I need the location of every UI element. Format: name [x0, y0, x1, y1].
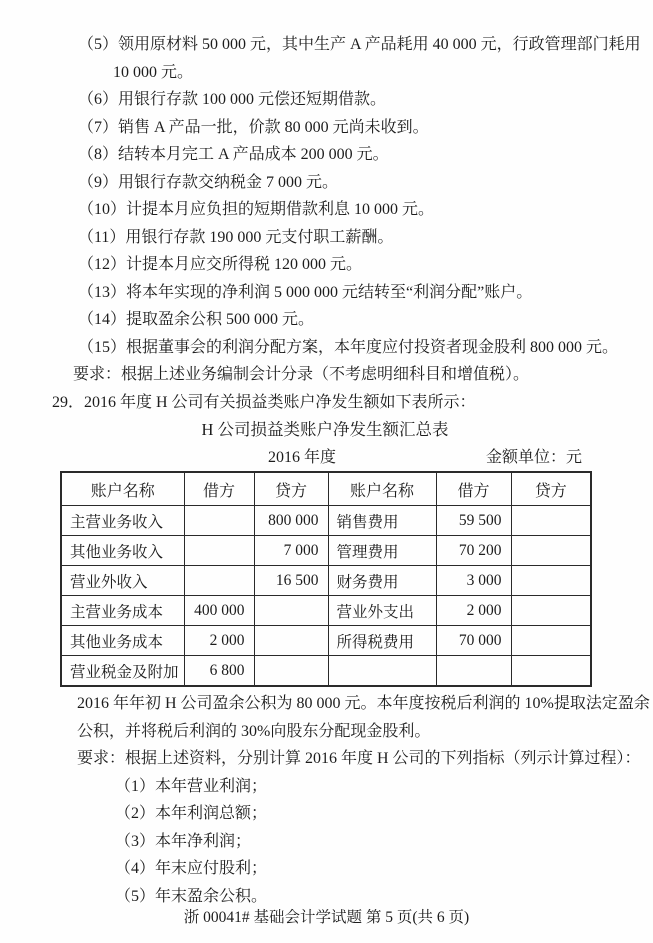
debit-cell: 2 000 [436, 596, 511, 626]
debit-cell: 3 000 [436, 566, 511, 596]
debit-cell [184, 536, 254, 566]
table-header-cell: 借方 [436, 472, 511, 506]
credit-cell [511, 596, 591, 626]
debit-cell: 6 800 [184, 656, 254, 687]
table-header-row [61, 472, 591, 506]
debit-cell: 400 000 [184, 596, 254, 626]
account-name-cell: 主营业务成本 [61, 596, 184, 626]
table-amount-unit: 金额单位：元 [485, 448, 582, 466]
account-name-cell: 管理费用 [328, 536, 436, 566]
note-line: （3）本年净利润； [115, 832, 252, 850]
note-line: （5）年末盈余公积。 [115, 887, 268, 905]
table-row [61, 506, 591, 536]
transaction-line: （6）用银行存款 100 000 元偿还短期借款。 [78, 91, 387, 108]
transaction-line: （13）将本年实现的净利润 5 000 000 元结转至“利润分配”账户。 [78, 283, 533, 301]
table-title: H 公司损益类账户净发生额汇总表 [201, 420, 449, 439]
credit-cell [511, 536, 591, 566]
account-name-cell [328, 656, 436, 687]
credit-cell [511, 506, 591, 536]
credit-cell [254, 656, 328, 687]
page-footer: 浙 00041# 基础会计学试题 第 5 页(共 6 页) [183, 909, 470, 926]
note-line: （2）本年利润总额； [115, 805, 268, 822]
account-name-cell: 其他业务成本 [61, 626, 184, 656]
transaction-line: 要求：根据上述业务编制会计分录（不考虑明细科目和增值税）。 [73, 366, 530, 383]
transaction-line: （7）销售 A 产品一批，价款 80 000 元尚未收到。 [78, 118, 429, 136]
account-name-cell: 销售费用 [328, 506, 436, 536]
transaction-line: （12）计提本月应交所得税 120 000 元。 [78, 256, 363, 273]
credit-cell: 16 500 [254, 566, 328, 596]
credit-cell [511, 656, 591, 687]
table-row [61, 536, 591, 566]
debit-cell: 2 000 [184, 626, 254, 656]
table-header-cell: 贷方 [254, 472, 328, 506]
table-row [61, 596, 591, 626]
debit-cell: 59 500 [436, 506, 511, 536]
table-header-cell: 账户名称 [61, 472, 184, 506]
transactions-section [0, 0, 653, 389]
debit-cell: 70 200 [436, 536, 511, 566]
notes-section [0, 690, 653, 910]
note-line: 2016 年年初 H 公司盈余公积为 80 000 元。本年度按税后利润的 10%提取法定盈余 [77, 695, 650, 712]
table-header-cell: 借方 [184, 472, 254, 506]
credit-cell [511, 566, 591, 596]
debit-cell [184, 506, 254, 536]
transaction-line: （10）计提本月应负担的短期借款利息 10 000 元。 [78, 201, 435, 218]
account-name-cell: 营业外收入 [61, 566, 184, 596]
account-name-cell: 其他业务收入 [61, 536, 184, 566]
credit-cell [254, 626, 328, 656]
account-name-cell: 主营业务收入 [61, 506, 184, 536]
table-row [61, 566, 591, 596]
debit-cell [436, 656, 511, 687]
transaction-line: （8）结转本月完工 A 产品成本 200 000 元。 [78, 146, 389, 163]
question-29-lead: 29．2016 年度 H 公司有关损益类账户净发生额如下表所示： [52, 393, 476, 411]
table-header-cell: 贷方 [511, 472, 591, 506]
credit-cell: 7 000 [254, 536, 328, 566]
table-row [61, 656, 591, 687]
table-header-cell: 账户名称 [328, 472, 436, 506]
table-body [61, 506, 591, 687]
transaction-line: （11）用银行存款 190 000 元支付职工薪酬。 [78, 228, 394, 246]
transaction-line: （9）用银行存款交纳税金 7 000 元。 [78, 173, 339, 191]
debit-cell [184, 566, 254, 596]
table-row [61, 626, 591, 656]
table-period: 2016 年度 [268, 448, 337, 466]
transaction-line: （14）提取盈余公积 500 000 元。 [78, 311, 315, 328]
note-line: （4）年末应付股利； [115, 860, 268, 877]
account-name-cell: 营业外支出 [328, 596, 436, 626]
credit-cell [254, 596, 328, 626]
account-name-cell: 营业税金及附加 [61, 656, 184, 687]
transaction-line: 10 000 元。 [113, 63, 194, 81]
transaction-line: （15）根据董事会的利润分配方案，本年度应付投资者现金股利 800 000 元。 [78, 338, 619, 356]
credit-cell: 800 000 [254, 506, 328, 536]
account-name-cell: 所得税费用 [328, 626, 436, 656]
note-line: 要求：根据上述资料，分别计算 2016 年度 H 公司的下列指标（列示计算过程）： [77, 750, 641, 767]
summary-table [60, 471, 592, 687]
note-line: （1）本年营业利润； [115, 777, 268, 795]
transaction-line: （5）领用原材料 50 000 元，其中生产 A 产品耗用 40 000 元，行政管理部门耗用 [78, 36, 641, 53]
debit-cell: 70 000 [436, 626, 511, 656]
table-meta-row [60, 444, 590, 472]
account-name-cell: 财务费用 [328, 566, 436, 596]
credit-cell [511, 626, 591, 656]
note-line: 公积，并将税后利润的 30%向股东分配现金股利。 [77, 722, 431, 740]
